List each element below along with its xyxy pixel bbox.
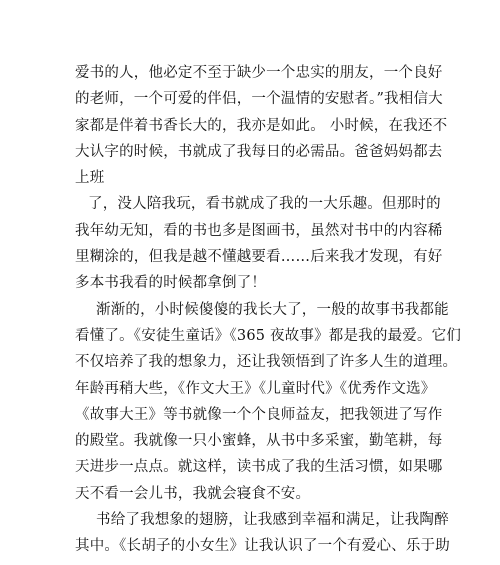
text-line: 的殿堂。我就像一只小蜜蜂，从书中多采蜜，勤笔耕，每 bbox=[75, 433, 443, 450]
essay-body bbox=[75, 60, 462, 560]
text-line: 爱书的人，他必定不至于缺少一个忠实的朋友，一个良好 bbox=[75, 65, 443, 81]
text-line: 天进步一点点。就这样，读书成了我的生活习惯，如果哪 bbox=[75, 459, 443, 476]
text-line: 家都是伴着书香长大的，我亦是如此。 小时候，在我还不 bbox=[75, 117, 448, 134]
text-line: 的老师，一个可爱的伴侣，一个温情的安慰者。”我相信大 bbox=[75, 91, 443, 108]
text-line: 了，没人陪我玩，看书就成了我的一大乐趣。但那时的 bbox=[88, 196, 441, 213]
text-line: 上班 bbox=[75, 170, 105, 187]
text-line: 其中。《长胡子的小女生》让我认识了一个有爱心、乐于助 bbox=[75, 538, 450, 555]
text-line: 《故事大王》等书就像一个个良师益友，把我领进了写作 bbox=[75, 406, 443, 423]
text-line: 年龄再稍大些，《作文大王》《儿童时代》《优秀作文选》 bbox=[75, 380, 436, 397]
text-line: 看懂了。《安徒生童话》《365 夜故事》都是我的最爱。它们 bbox=[75, 327, 462, 344]
text-line: 里糊涂的，但我是越不懂越要看……后来我才发现，有好 bbox=[75, 249, 443, 266]
text-line: 多本书我看的时候都拿倒了！ bbox=[75, 275, 267, 292]
paragraph-start-line: 书给了我想象的翅膀，让我感到幸福和满足，让我陶醉 bbox=[96, 512, 449, 529]
paragraph-start-line: 渐渐的，小时候傻傻的我长大了，一般的故事书我都能 bbox=[96, 301, 449, 318]
text-line: 不仅培养了我的想象力，还让我领悟到了许多人生的道理。 bbox=[75, 354, 458, 371]
text-line: 大认字的时候，书就成了我每日的必需品。爸爸妈妈都去 bbox=[75, 143, 443, 160]
text-line: 我年幼无知，看的书也多是图画书，虽然对书中的内容稀 bbox=[75, 222, 443, 239]
text-line: 天不看一会儿书，我就会寝食不安。 bbox=[75, 485, 311, 502]
